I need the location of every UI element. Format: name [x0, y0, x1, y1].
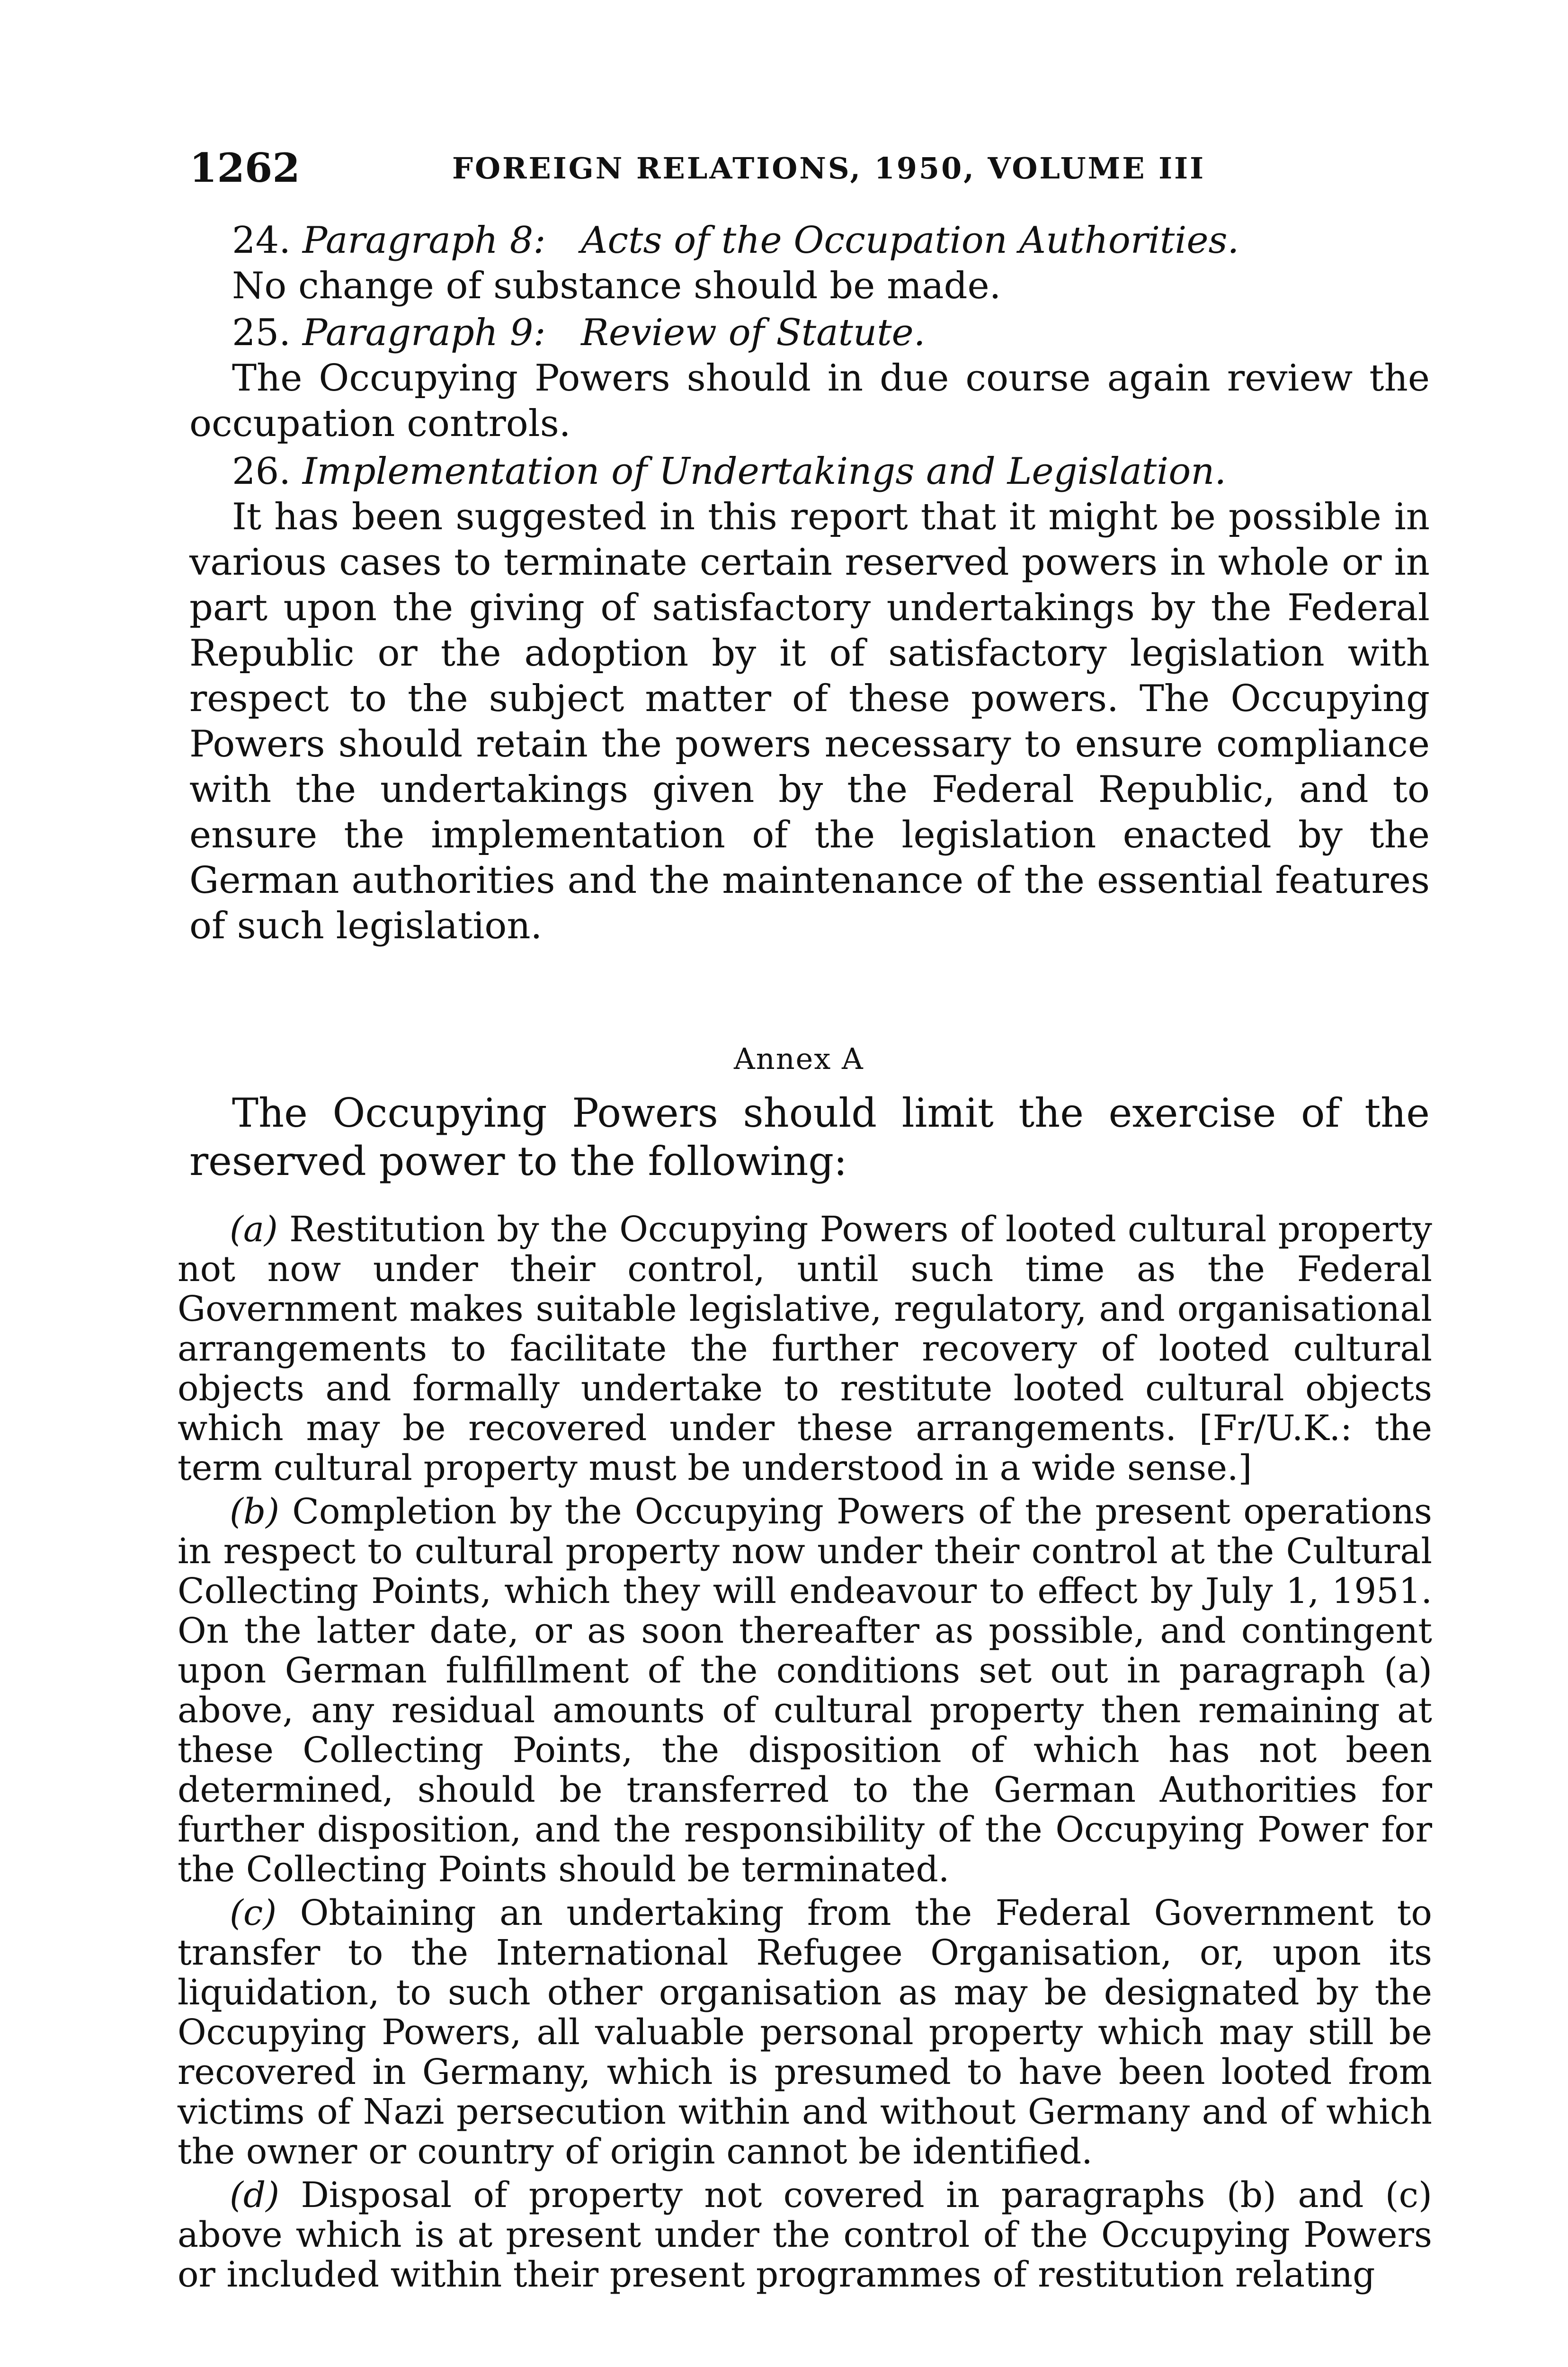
section-body: No change of substance should be made. — [232, 265, 1001, 307]
page-number: 1262 — [189, 144, 300, 191]
section-heading — [189, 310, 1430, 356]
annex-item-text: Obtaining an undertaking from the Federal Government to transfer to the International Refugee Organisation, or, upon its liquidation, to such other organisation as may be designated by the Occupying Powers, all valuable personal property which may still be recovered in Germany, which is presumed to have been looted from victims of Nazi persecution within and without Germany and of which the owner or country of origin cannot be identified. — [178, 1893, 1432, 2172]
annex-title: Annex A — [734, 1041, 864, 1076]
section-heading-label: Paragraph 9: — [302, 311, 546, 354]
section-heading — [189, 218, 1430, 263]
page-header — [189, 144, 1420, 201]
section-24 — [189, 218, 1430, 309]
annex-item-text: Completion by the Occupying Powers of the present operations in respect to cultural property now under their control at the Cultural Collecting Points, which they will endeavour to effect by July 1, 1951. On the latter date, or as soon thereafter as possible, and contingent upon German fulfillment of the conditions set out in paragraph (a) above, any residual amounts of cultural property then remaining at these Collecting Points, the disposition of which has not been determined, should be transferred to the German Authorities for further disposition, and the responsibility of the Occupying Power for the Collecting Points should be terminated. — [178, 1491, 1432, 1890]
section-heading-title: Review of Statute. — [581, 311, 926, 354]
annex-item-text: Disposal of property not covered in paragraphs (b) and (c) above which is at present under the control of the Occupying Powers or included within their present programmes of restitution relating — [178, 2175, 1432, 2295]
running-head: FOREIGN RELATIONS, 1950, VOLUME III — [452, 151, 1206, 186]
annex-item — [178, 1210, 1432, 1488]
section-heading-title: Implementation of Undertakings and Legislation. — [302, 450, 1227, 493]
annex-list — [178, 1210, 1432, 2298]
annex-item-label: (c) — [230, 1893, 277, 1933]
section-body: The Occupying Powers should in due course again review the occupation controls. — [189, 357, 1430, 445]
section-number: 26. — [232, 450, 291, 493]
annex-intro-text: The Occupying Powers should limit the exercise of the reserved power to the following: — [189, 1090, 1430, 1184]
annex-item-label: (b) — [230, 1491, 280, 1532]
annex-item-text: Restitution by the Occupying Powers of looted cultural property not now under their control, until such time as the Federal Government makes suitable legislative, regulatory, and organisational arrangements to facilitate the further recovery of looted cultural objects and formally undertake to restitute looted cultural objects which may be recovered under these arrangements. [Fr/U.K.: the term cultural property must be understood in a wide sense.] — [178, 1209, 1432, 1488]
annex-intro — [189, 1089, 1430, 1185]
annex-item-label: (d) — [230, 2175, 280, 2216]
section-25 — [189, 310, 1430, 446]
annex-item — [178, 2175, 1432, 2295]
section-heading — [189, 449, 1430, 494]
section-number: 24. — [232, 219, 291, 262]
annex-item — [178, 1893, 1432, 2171]
section-number: 25. — [232, 311, 291, 354]
annex-item-label: (a) — [230, 1209, 278, 1250]
section-26 — [189, 449, 1430, 949]
section-heading-title: Acts of the Occupation Authorities. — [581, 219, 1239, 262]
section-body: It has been suggested in this report that it might be possible in various cases to terminate certain reserved powers in whole or in part upon the giving of satisfactory undertakings by the Federal Republic or the adoption by it of satisfactory legislation with respect to the subject matter of these powers. The Occupying Powers should retain the powers necessary to ensure compliance with the undertakings given by the Federal Republic, and to ensure the implementation of the legislation enacted by the German authorities and the maintenance of the essential features of such legislation. — [189, 496, 1430, 947]
section-heading-label: Paragraph 8: — [302, 219, 546, 262]
annex-item — [178, 1492, 1432, 1889]
